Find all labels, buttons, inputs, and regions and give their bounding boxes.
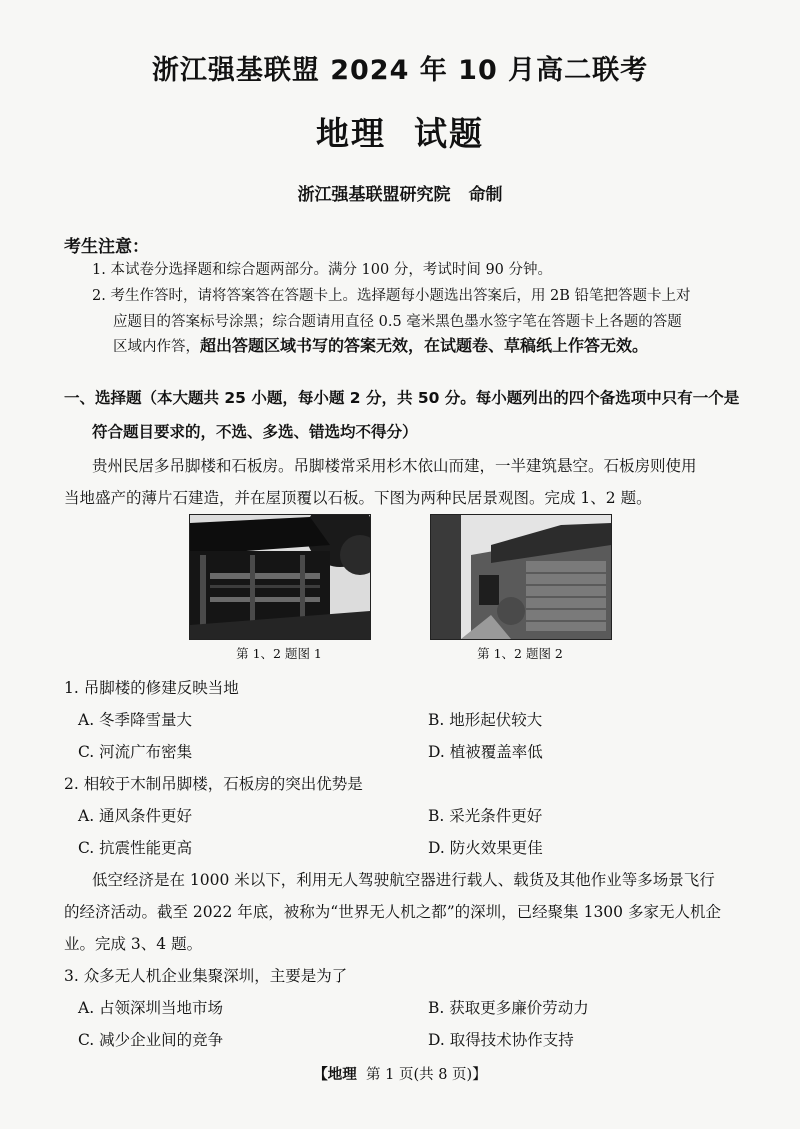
section-1-heading: 一、选择题（本大题共 25 小题，每小题 2 分，共 50 分。每小题列出的四个备选项中只有一个是 [64, 389, 740, 407]
figure-2-caption: 第 1、2 题图 2 [477, 646, 563, 661]
stone-house-photo [430, 514, 612, 640]
passage-2-line-3: 业。完成 3、4 题。 [64, 935, 203, 953]
notice-warning: 超出答题区域书写的答案无效，在试题卷、草稿纸上作答无效。 [200, 336, 649, 355]
question-2-option-a: A. 通风条件更好 [78, 807, 193, 825]
notice-line-2b: 应题目的答案标号涂黑；综合题请用直径 0.5 毫米黑色墨水签字笔在答题卡上各题的答题 [113, 314, 682, 330]
footer-subject: 【地理 [313, 1067, 357, 1083]
question-2-option-d: D. 防火效果更佳 [428, 839, 543, 857]
page-footer [0, 1063, 800, 1084]
notice-line-1: 1. 本试卷分选择题和综合题两部分。满分 100 分，考试时间 90 分钟。 [92, 262, 553, 278]
paper-title [0, 108, 800, 155]
paper-label: 试题 [414, 114, 484, 153]
question-3-option-b: B. 获取更多廉价劳动力 [428, 999, 589, 1017]
passage-2-line-1: 低空经济是在 1000 米以下，利用无人驾驶航空器进行载人、载货及其他作业等多场景飞行 [92, 871, 715, 889]
question-2-option-c: C. 抗震性能更高 [78, 839, 193, 857]
stilt-house-photo [189, 514, 371, 640]
question-1-stem: 1. 吊脚楼的修建反映当地 [64, 679, 239, 697]
subject-label: 地理 [316, 114, 386, 153]
made-label: 命制 [468, 185, 503, 205]
footer-page: 第 1 页(共 8 页)】 [366, 1067, 487, 1083]
notice-line-2c-plain: 区域内作答， [113, 339, 200, 355]
org-name: 浙江强基联盟研究院 [297, 185, 451, 205]
notice-line-2c [113, 336, 648, 357]
exam-title: 浙江强基联盟 2024 年 10 月高二联考 [151, 55, 649, 86]
question-3-stem: 3. 众多无人机企业集聚深圳，主要是为了 [64, 967, 348, 985]
notice-heading: 考生注意： [64, 237, 149, 257]
passage-1-line-1: 贵州民居多吊脚楼和石板房。吊脚楼常采用杉木依山而建，一半建筑悬空。石板房则使用 [92, 457, 697, 475]
question-3-option-c: C. 减少企业间的竞争 [78, 1031, 224, 1049]
question-1-option-c: C. 河流广布密集 [78, 743, 193, 761]
question-1-option-d: D. 植被覆盖率低 [428, 743, 543, 761]
question-3-option-a: A. 占领深圳当地市场 [78, 999, 224, 1017]
org-line [0, 180, 800, 205]
figure-1-caption: 第 1、2 题图 1 [236, 646, 322, 661]
question-2-stem: 2. 相较于木制吊脚楼，石板房的突出优势是 [64, 775, 363, 793]
question-1-option-b: B. 地形起伏较大 [428, 711, 543, 729]
question-2-option-b: B. 采光条件更好 [428, 807, 543, 825]
section-1-heading-cont: 符合题目要求的，不选、多选、错选均不得分） [92, 423, 418, 441]
question-3-option-d: D. 取得技术协作支持 [428, 1031, 574, 1049]
passage-1-line-2: 当地盛产的薄片石建造，并在屋顶覆以石板。下图为两种民居景观图。完成 1、2 题。 [64, 489, 652, 507]
notice-line-2a: 2. 考生作答时，请将答案答在答题卡上。选择题每小题选出答案后，用 2B 铅笔把答题卡上对 [92, 288, 691, 304]
question-1-option-a: A. 冬季降雪量大 [78, 711, 193, 729]
passage-2-line-2: 的经济活动。截至 2022 年底，被称为“世界无人机之都”的深圳，已经聚集 1300 多家无人机企 [64, 903, 721, 921]
